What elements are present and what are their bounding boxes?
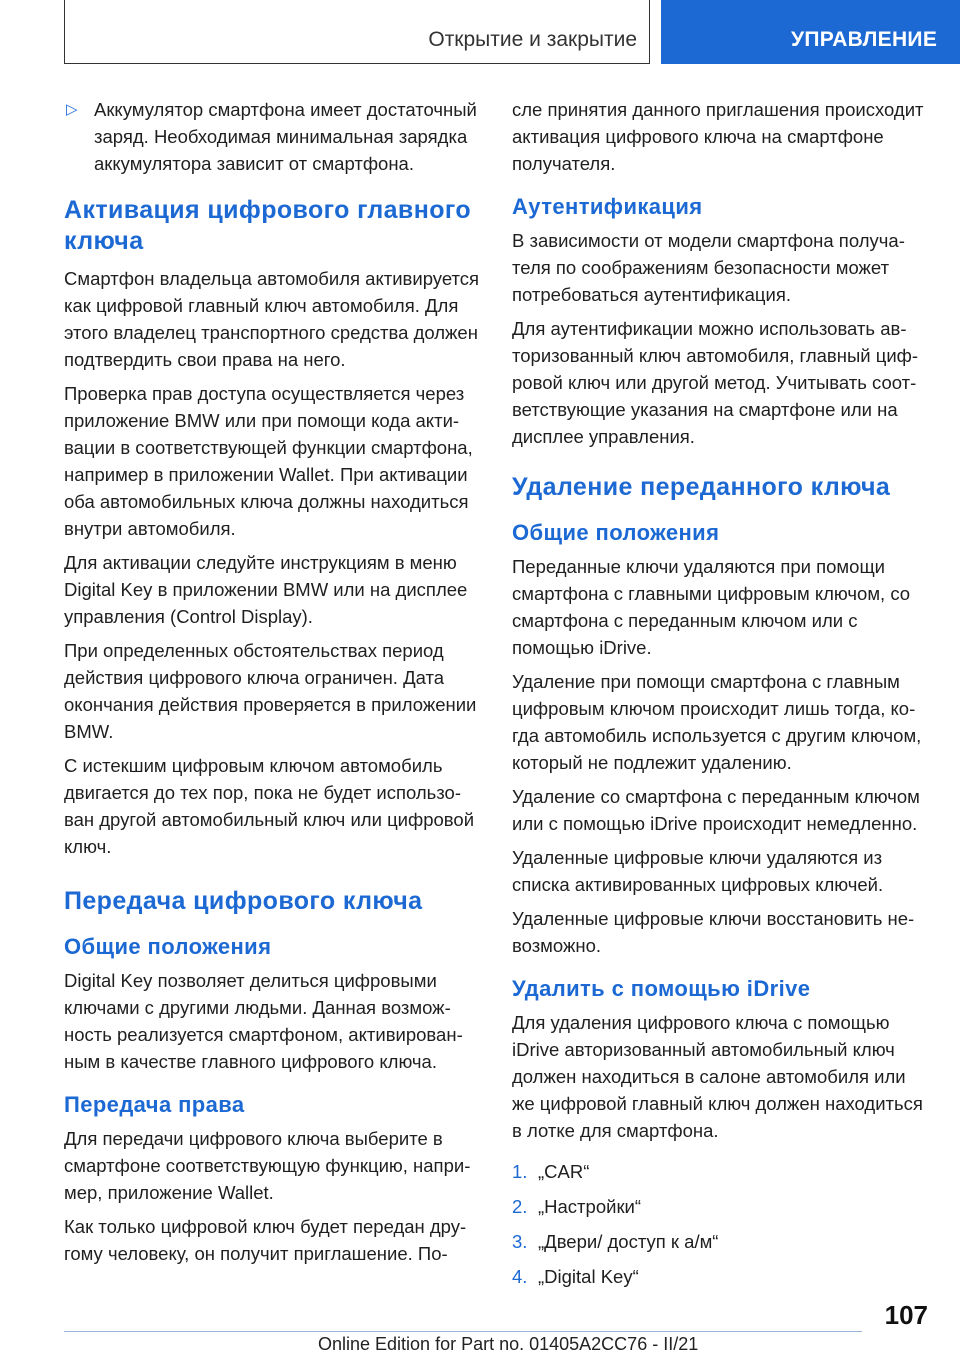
paragraph: Проверка прав доступа осуществляется через приложение BMW или при помощи кода активации в соответствующей функции смартфона, например в приложении Wallet. При активации оба автомобильных ключа должны находиться внутри автомобиля. [64, 383, 473, 539]
step-number: 4. [512, 1266, 528, 1287]
step-text: „Digital Key“ [538, 1266, 639, 1287]
subheading-idrive: Удалить с помощью iDrive [512, 976, 811, 1001]
heading-transfer: Передача цифрового ключа [64, 887, 423, 915]
step-text: „CAR“ [538, 1161, 590, 1182]
paragraph: Для активации следуйте инструкциям в меню Digital Key в приложении BMW или на дисплее управления (Control Display). [64, 552, 468, 627]
footer-divider [64, 1331, 862, 1332]
step-text: „Настройки“ [538, 1196, 642, 1217]
paragraph: Удаленные цифровые ключи восстановить невозможно. [512, 908, 915, 956]
steps-list [512, 1158, 932, 1290]
header-section-box [64, 0, 650, 64]
subheading-rights: Передача права [64, 1092, 245, 1117]
paragraph: Для передачи цифрового ключа выберите в смартфоне соответствующую функцию, например, приложение Wallet. [64, 1128, 471, 1203]
subheading-general-2: Общие положения [512, 520, 720, 545]
paragraph: При определенных обстоятельствах период действия цифрового ключа ограничен. Дата окончания действия проверяется в приложении BMW. [64, 640, 477, 742]
subheading-general: Общие положения [64, 934, 272, 959]
paragraph: сле принятия данного приглашения происходит активация цифрового ключа на смартфоне получателя. [512, 99, 924, 174]
step-number: 2. [512, 1196, 528, 1217]
paragraph: Удаленные цифровые ключи удаляются из списка активированных цифровых ключей. [512, 847, 884, 895]
right-column [512, 96, 932, 1298]
paragraph: С истекшим цифровым ключом автомобиль двигается до тех пор, пока не будет использован другой автомобильный ключ или цифровой ключ. [64, 755, 475, 857]
triangle-bullet-icon: ▷ [66, 101, 78, 118]
heading-delete: Удаление переданного ключа [512, 473, 891, 501]
bullet-item [64, 96, 484, 177]
left-column [64, 96, 484, 1274]
paragraph: Для аутентификации можно использовать авторизованный ключ автомобиля, главный цифровой ключ или другой метод. Учитывать соответствующие указания на смартфоне или на дисплее управления. [512, 318, 919, 447]
list-item [512, 1158, 932, 1185]
paragraph: Digital Key позволяет делиться цифровыми ключами с другими людьми. Данная возможность реализуется смартфоном, активированным в качестве главного цифрового ключа. [64, 970, 463, 1072]
step-number: 1. [512, 1161, 528, 1182]
paragraph: Удаление при помощи смартфона с главным цифровым ключом происходит лишь тогда, когда автомобиль используется с другим ключом, который не подлежит удалению. [512, 671, 922, 773]
heading-activation: Активация цифрового главного ключа [64, 196, 472, 255]
header-chapter-tab: УПРАВЛЕНИЕ [661, 0, 960, 64]
header-section-title: Открытие и закрытие [428, 28, 637, 51]
paragraph: Удаление со смартфона с переданным ключом или с помощью iDrive происходит немедленно. [512, 786, 920, 834]
paragraph: Для удаления цифрового ключа с помощью iDrive авторизованный автомобильный ключ должен находиться в салоне автомобиля или же цифровой главный ключ должен находиться в лотке для смартфона. [512, 1012, 923, 1141]
paragraph: Смартфон владельца автомобиля активируется как цифровой главный ключ автомобиля. Для этого владелец транспортного средства должен подтвердить свои права на него. [64, 268, 480, 370]
paragraph: Как только цифровой ключ будет передан другому человеку, он получит приглашение. По- [64, 1216, 467, 1264]
step-text: „Двери/ доступ к а/м“ [538, 1231, 719, 1252]
paragraph: В зависимости от модели смартфона получателя по соображениям безопасности может потребоваться аутентификация. [512, 230, 905, 305]
subheading-auth: Аутентификация [512, 194, 703, 219]
list-item [512, 1228, 932, 1255]
bullet-text: Аккумулятор смартфона имеет достаточный заряд. Необходимая минимальная зарядка аккумулятора зависит от смартфона. [94, 99, 477, 174]
paragraph: Переданные ключи удаляются при помощи смартфона с главными цифровым ключом, со смартфона с переданным ключом или с помощью iDrive. [512, 556, 911, 658]
list-item [512, 1263, 932, 1290]
list-item [512, 1193, 932, 1220]
footer-edition: Online Edition for Part no. 01405A2CC76 - II/21 [318, 1334, 699, 1354]
page-number: 107 [884, 1300, 928, 1330]
step-number: 3. [512, 1231, 528, 1252]
